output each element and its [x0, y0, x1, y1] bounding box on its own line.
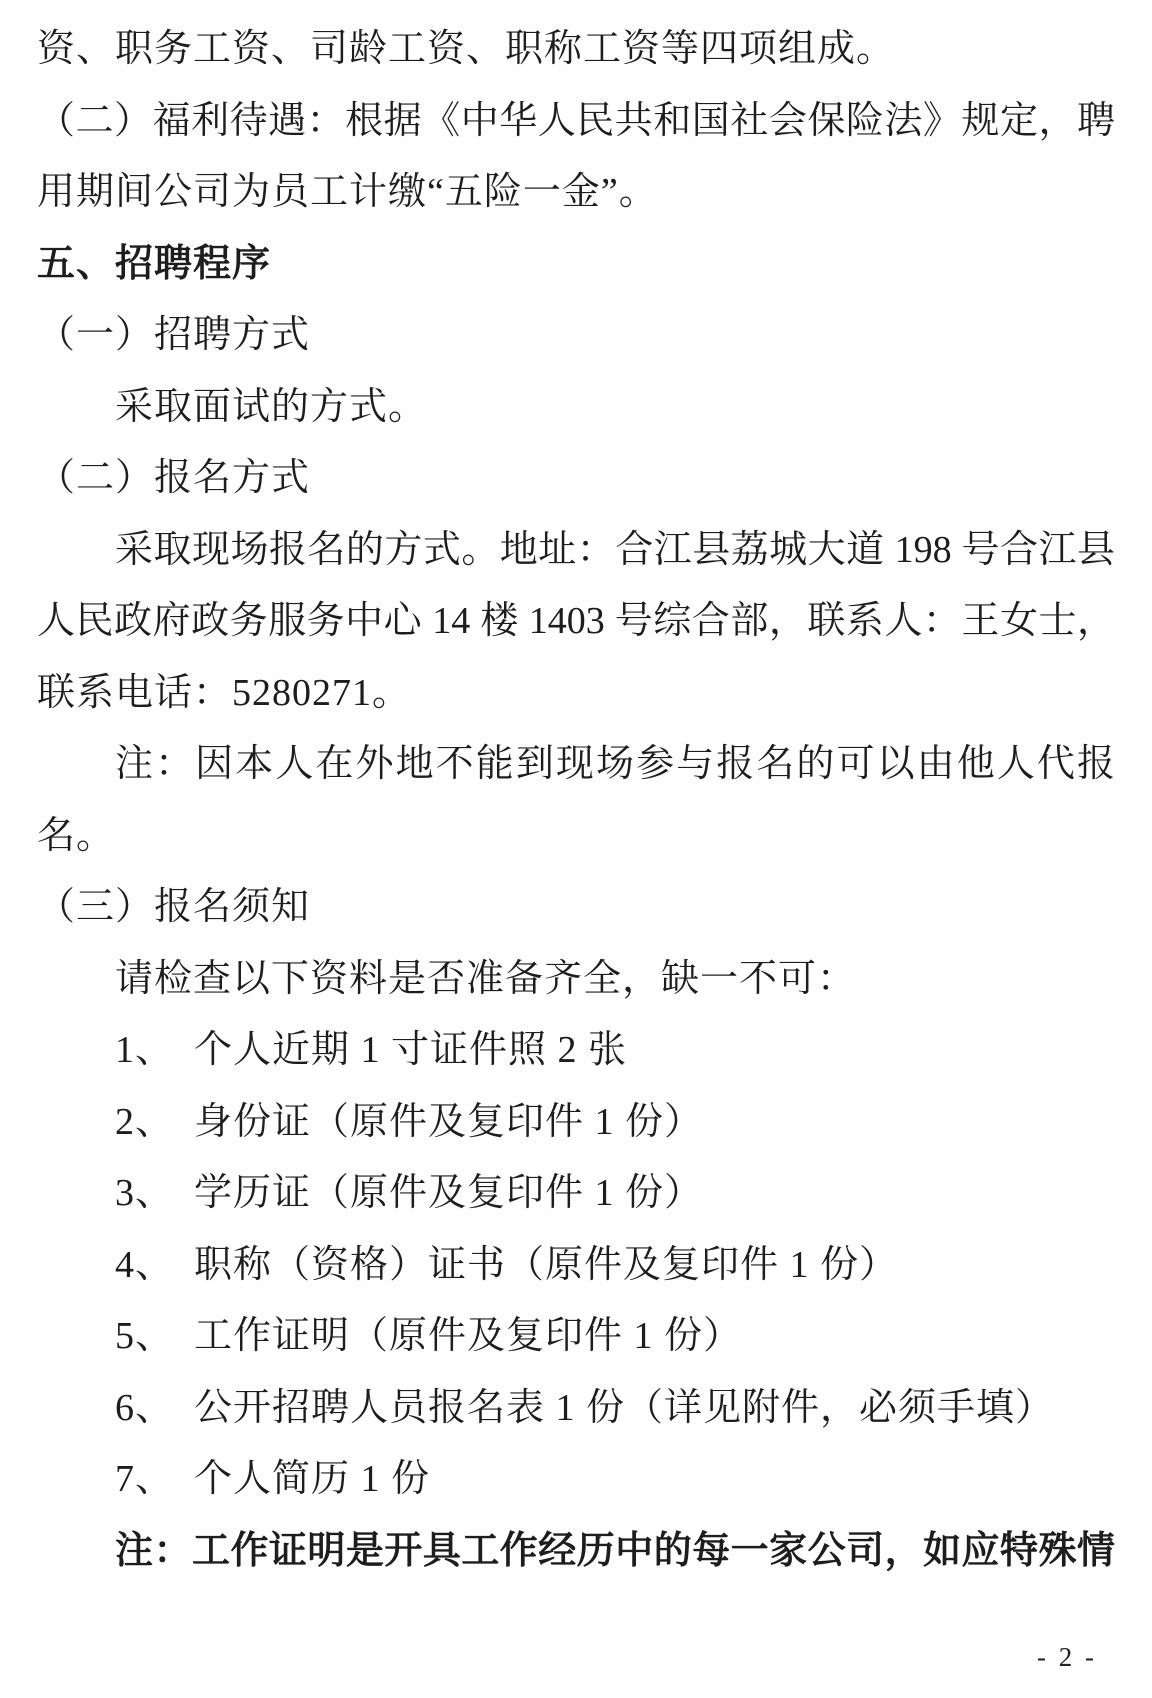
text-line: 6、 公开招聘人员报名表 1 份（详见附件，必须手填）	[115, 1386, 1055, 1429]
text-line: 5、 工作证明（原件及复印件 1 份）	[115, 1315, 743, 1357]
text-line: 7、 个人简历 1 份	[115, 1458, 431, 1500]
text-line: 3、 学历证（原件及复印件 1 份）	[115, 1172, 704, 1214]
text-line: 人民政府政务服务中心 14 楼 1403 号综合部，联系人：王女士，	[37, 600, 1115, 642]
text-line: 2、 身份证（原件及复印件 1 份）	[115, 1100, 704, 1143]
text-line: 注：因本人在外地不能到现场参与报名的可以由他人代报	[115, 743, 1115, 785]
text-line: （一）招聘方式	[37, 314, 311, 356]
text-line: （二）福利待遇：根据《中华人民共和国社会保险法》规定，聘	[37, 99, 1115, 142]
page-number: - 2 -	[1037, 1642, 1097, 1672]
text-line: 名。	[37, 814, 116, 857]
document-lines	[37, 14, 1115, 1587]
text-line: 1、 个人近期 1 寸证件照 2 张	[115, 1029, 628, 1071]
text-line: 五、招聘程序	[37, 242, 272, 285]
text-line: （二）报名方式	[37, 457, 311, 499]
text-line: 资、职务工资、司龄工资、职称工资等四项组成。	[37, 28, 896, 70]
text-line: （三）报名须知	[37, 886, 311, 928]
text-line: 联系电话：5280271。	[37, 671, 412, 714]
text-line: 4、 职称（资格）证书（原件及复印件 1 份）	[115, 1243, 899, 1286]
text-line: 采取面试的方式。	[115, 385, 428, 428]
text-line: 注：工作证明是开具工作经历中的每一家公司，如应特殊情	[115, 1529, 1115, 1572]
text-line: 用期间公司为员工计缴“五险一金”。	[37, 171, 658, 213]
text-line: 采取现场报名的方式。地址：合江县荔城大道 198 号合江县	[115, 528, 1115, 571]
text-line: 请检查以下资料是否准备齐全，缺一不可：	[115, 957, 857, 1000]
